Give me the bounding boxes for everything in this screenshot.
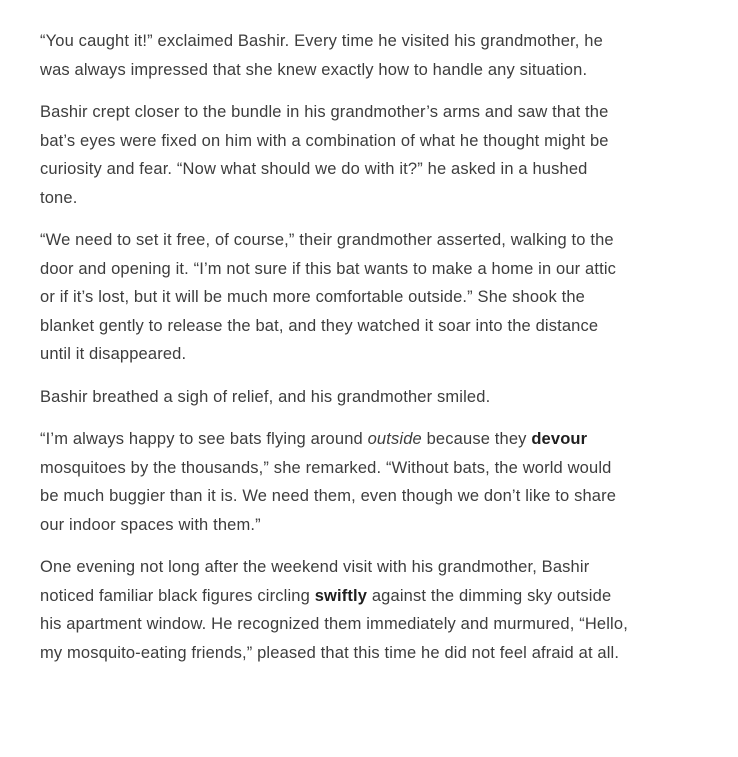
text-segment: because they [421, 430, 532, 448]
paragraph [40, 425, 628, 539]
text-segment: Bashir crept closer to the bundle in his grandmother’s arms and saw that the bat’s eyes were fixed on him with a combination of what he thought might be curiosity and fear. “Now what should we do with it?” he asked in a hushed tone. [40, 103, 609, 207]
text-segment: against the dimming sky outside his apartment window. He recognized them immediately and murmured, “Hello, my mosquito-eating friends,” pleased that this time he did not feel afraid at all. [40, 586, 628, 662]
bold-text-segment: swiftly [314, 586, 368, 605]
text-segment: “We need to set it free, of course,” their grandmother asserted, walking to the door and opening it. “I’m not sure if this bat wants to make a home in our attic or if it’s lost, but it will be much more comfortable outside.” She shook the blanket gently to release the bat, and they watched it soar into the distance until it disappeared. [40, 231, 617, 363]
italic-text-segment: outside [367, 430, 422, 448]
text-segment: Bashir breathed a sigh of relief, and his grandmother smiled. [40, 387, 491, 406]
paragraph [40, 553, 628, 667]
paragraph [40, 98, 628, 212]
text-segment: “You caught it!” exclaimed Bashir. Every time he visited his grandmother, he was always impressed that she knew exactly how to handle any situation. [40, 32, 603, 79]
text-segment: mosquitoes by the thousands,” she remarked. “Without bats, the world would be much buggier than it is. We need them, even though we don’t like to share our indoor spaces with them.” [40, 458, 617, 534]
paragraph [40, 27, 628, 84]
text-segment: “I’m always happy to see bats flying around [40, 430, 368, 448]
bold-text-segment: devour [531, 430, 588, 448]
text-segment: One evening not long after the weekend visit with his grandmother, Bashir noticed familiar black figures circling [40, 558, 590, 605]
paragraph [40, 383, 628, 412]
paragraph [40, 226, 628, 369]
